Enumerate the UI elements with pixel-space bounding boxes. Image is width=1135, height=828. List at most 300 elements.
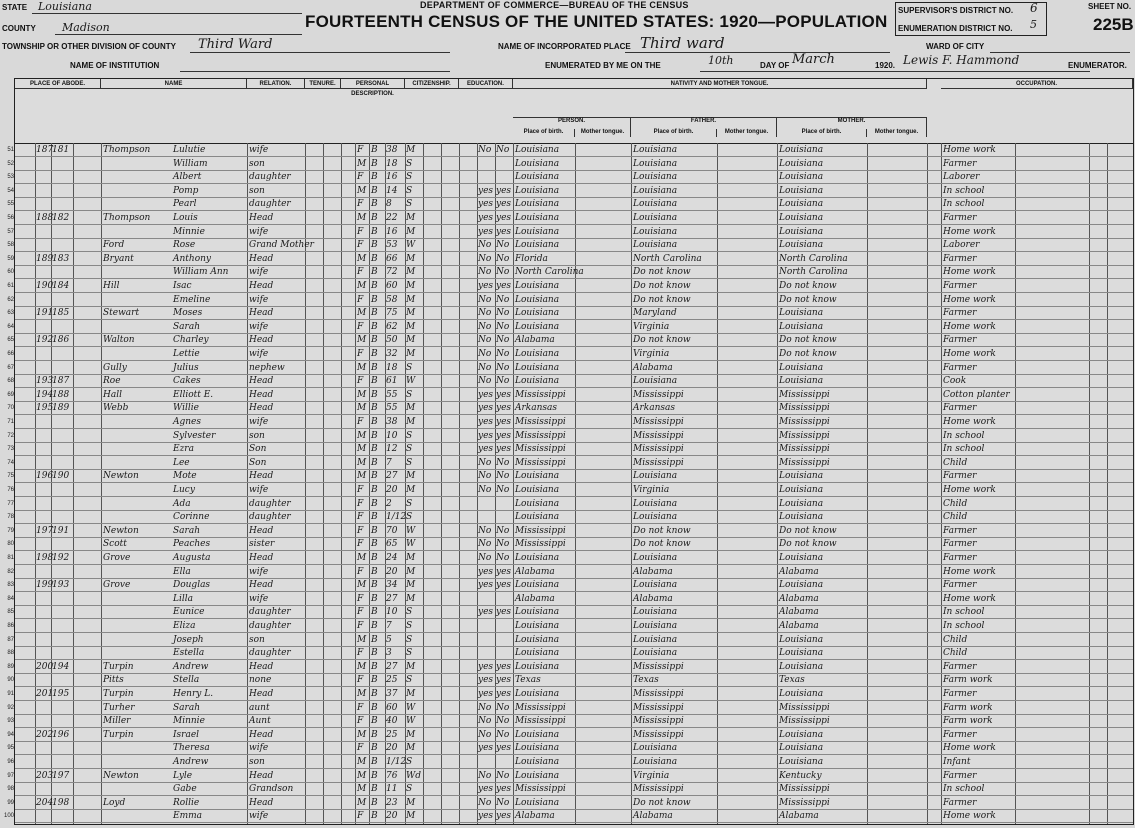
cell-given-name: Lucy: [173, 485, 195, 495]
cell-occupation: Farm work: [943, 716, 993, 727]
cell-marital-status: M: [406, 661, 416, 672]
cell-given-name: Julius: [173, 362, 199, 373]
line-number: 91: [7, 691, 14, 697]
cell-race: B: [371, 335, 378, 346]
cell-family-number: [52, 593, 72, 606]
cell-family-number: [52, 294, 72, 307]
line-number: 55: [7, 201, 14, 208]
cell-mother-birthplace: Louisiana: [779, 661, 824, 672]
cell-age: 70: [386, 525, 398, 536]
table-row: [7, 606, 1133, 619]
cell-marital-status: M: [406, 593, 416, 604]
cell-race: B: [371, 539, 378, 550]
cell-given-name: Corinne: [173, 512, 210, 523]
cell-can-read: No: [478, 253, 492, 264]
cell-occupation: Laborer: [943, 172, 980, 183]
cell-speaks-english: [929, 742, 940, 755]
line-number: 71: [7, 419, 14, 425]
cell-can-write: [496, 593, 512, 606]
cell-given-name: Sarah: [173, 702, 200, 713]
cell-father-birthplace: Arkansas: [633, 403, 676, 414]
cell-marital-status: S: [406, 498, 413, 509]
cell-dwelling-number: [36, 742, 51, 755]
cell-given-name: William: [173, 158, 208, 169]
table-row: [7, 674, 1133, 687]
cell-family-number: [52, 430, 72, 443]
institution-label: NAME OF INSTITUTION: [70, 61, 160, 70]
cell-marital-status: M: [406, 417, 416, 427]
cell-relation: nephew: [249, 362, 285, 373]
cell-family-number: 187: [52, 376, 70, 387]
cell-occupation: Child: [943, 634, 968, 645]
cell-birthplace: Alabama: [515, 811, 555, 822]
cell-given-name: Andrew: [173, 757, 209, 767]
cell-given-name: Minnie: [173, 226, 205, 237]
cell-relation: daughter: [249, 648, 291, 659]
cell-marital-status: S: [406, 199, 413, 210]
cell-occupation: Home work: [943, 349, 996, 359]
month-value: March: [792, 52, 835, 67]
cell-mother-birthplace: Alabama: [779, 566, 819, 577]
cell-father-birthplace: Louisiana: [633, 185, 678, 196]
cell-mother-birthplace: Louisiana: [779, 648, 824, 659]
cell-surname: Newton: [103, 770, 139, 781]
cell-relation: Head: [249, 797, 274, 808]
cell-marital-status: S: [406, 430, 413, 441]
cell-mother-birthplace: Louisiana: [779, 729, 824, 740]
cell-birthplace: Louisiana: [515, 770, 560, 781]
cell-surname: Ford: [103, 240, 125, 251]
cell-marital-status: M: [406, 553, 416, 563]
cell-birthplace: Louisiana: [515, 729, 560, 740]
cell-race: B: [371, 471, 378, 482]
cell-surname: Scott: [103, 539, 127, 550]
cell-surname: [103, 593, 173, 606]
cell-family-number: [52, 647, 72, 660]
cell-race: B: [371, 240, 378, 251]
cell-age: 2: [386, 498, 392, 509]
cell-speaks-english: [929, 443, 940, 456]
col-tenure: TENURE.: [305, 79, 341, 89]
cell-relation: Head: [249, 689, 274, 699]
cell-age: 20: [386, 566, 398, 577]
cell-occupation: Home work: [943, 811, 996, 822]
cell-speaks-english: [929, 158, 940, 171]
cell-speaks-english: [929, 321, 940, 334]
cell-relation: wife: [249, 417, 269, 427]
cell-speaks-english: [929, 266, 940, 279]
cell-relation: Son: [249, 444, 267, 455]
cell-sex: F: [357, 648, 364, 659]
cell-sex: F: [357, 199, 364, 210]
cell-race: B: [371, 634, 378, 645]
cell-race: B: [371, 566, 378, 577]
cell-age: 38: [386, 417, 398, 427]
cell-surname: [103, 620, 173, 633]
cell-given-name: Andrew: [173, 661, 209, 672]
cell-can-read: No: [478, 240, 492, 251]
cell-relation: daughter: [249, 498, 291, 509]
cell-occupation: Home work: [943, 321, 996, 332]
cell-occupation: Farmer: [943, 729, 977, 740]
cell-marital-status: M: [406, 811, 416, 822]
cell-family-number: [52, 566, 72, 579]
cell-dwelling-number: [36, 266, 51, 279]
cell-dwelling-number: [36, 171, 51, 184]
cell-family-number: [52, 198, 72, 211]
cell-can-read: No: [478, 321, 492, 332]
cell-family-number: 191: [52, 525, 70, 536]
enumerator-label: ENUMERATOR.: [1068, 61, 1127, 70]
cell-birthplace: Louisiana: [515, 158, 560, 169]
cell-marital-status: M: [406, 349, 416, 359]
cell-age: 10: [386, 430, 398, 441]
cell-dwelling-number: 192: [36, 335, 54, 346]
cell-dwelling-number: [36, 430, 51, 443]
cell-family-number: 196: [52, 729, 70, 740]
cell-can-read: No: [478, 702, 492, 713]
line-number: 62: [7, 296, 14, 303]
cell-mother-birthplace: Louisiana: [779, 743, 824, 754]
cell-given-name: Charley: [173, 335, 209, 346]
cell-speaks-english: [929, 239, 940, 252]
line-number: 89: [7, 663, 14, 670]
cell-occupation: Farmer: [943, 308, 977, 319]
cell-speaks-english: [929, 498, 940, 511]
cell-father-birthplace: Louisiana: [633, 634, 678, 645]
cell-race: B: [371, 389, 378, 400]
cell-family-number: [52, 348, 72, 361]
cell-relation: Head: [249, 471, 274, 482]
cell-can-read: No: [478, 770, 492, 781]
cell-family-number: [52, 606, 72, 619]
cell-can-read: No: [478, 797, 492, 808]
cell-occupation: Farmer: [943, 362, 977, 373]
cell-sex: M: [357, 553, 367, 563]
cell-family-number: 197: [52, 770, 70, 781]
cell-surname: [103, 158, 173, 171]
cell-birthplace: Louisiana: [515, 512, 560, 523]
cell-speaks-english: [929, 715, 940, 728]
cell-occupation: Child: [943, 457, 968, 468]
table-row: [7, 457, 1133, 470]
cell-can-write: No: [496, 457, 510, 468]
cell-birthplace: Louisiana: [515, 294, 560, 305]
cell-mother-birthplace: Mississippi: [779, 444, 830, 455]
cell-can-write: yes: [496, 226, 512, 237]
cell-dwelling-number: [36, 198, 51, 211]
cell-relation: Head: [249, 376, 274, 387]
year-label: 1920.: [875, 61, 896, 70]
cell-age: 55: [386, 403, 398, 414]
cell-relation: Head: [249, 553, 274, 563]
cell-speaks-english: [929, 647, 940, 660]
cell-mother-birthplace: Louisiana: [779, 757, 824, 767]
cell-father-birthplace: Do not know: [633, 294, 691, 305]
cell-family-number: [52, 226, 72, 239]
cell-mother-birthplace: Alabama: [779, 621, 819, 631]
cell-dwelling-number: [36, 715, 51, 728]
cell-age: 7: [386, 457, 392, 468]
cell-can-write: No: [496, 335, 510, 346]
cell-can-read: No: [478, 376, 492, 387]
cell-marital-status: M: [406, 797, 416, 808]
cell-relation: none: [249, 675, 272, 686]
cell-family-number: [52, 158, 72, 171]
cell-relation: wife: [249, 743, 269, 754]
cell-family-number: 186: [52, 335, 70, 346]
table-row: [7, 647, 1133, 660]
cell-father-birthplace: North Carolina: [633, 253, 702, 264]
cell-race: B: [371, 349, 378, 359]
cell-race: B: [371, 267, 378, 278]
cell-dwelling-number: [36, 239, 51, 252]
cell-mother-birthplace: Louisiana: [779, 471, 824, 482]
line-number: 69: [7, 391, 14, 398]
cell-father-birthplace: Mississippi: [633, 389, 684, 400]
cell-sex: F: [357, 172, 364, 183]
cell-speaks-english: [929, 185, 940, 198]
cell-age: 34: [386, 580, 398, 591]
col-nativity: NATIVITY AND MOTHER TONGUE.: [513, 79, 927, 89]
cell-mother-birthplace: Louisiana: [779, 634, 824, 645]
cell-given-name: Emeline: [173, 294, 211, 305]
line-number: 77: [7, 500, 14, 507]
line-number: 79: [7, 527, 14, 534]
line-number: 80: [7, 541, 14, 548]
cell-can-read: yes: [478, 580, 494, 591]
cell-father-birthplace: Do not know: [633, 797, 691, 808]
cell-surname: [103, 742, 173, 755]
cell-given-name: Joseph: [173, 634, 204, 645]
cell-mother-birthplace: Alabama: [779, 811, 819, 822]
cell-age: 22: [386, 213, 398, 223]
cell-marital-status: M: [406, 321, 416, 332]
incorporated-value: Third ward: [640, 34, 725, 52]
cell-relation: Grandson: [249, 784, 294, 795]
table-row: [7, 797, 1133, 810]
cell-birthplace: Louisiana: [515, 172, 560, 183]
cell-surname: Thompson: [103, 213, 151, 223]
cell-sex: F: [357, 376, 364, 387]
cell-can-write: yes: [496, 444, 512, 455]
cell-mother-birthplace: Kentucky: [779, 770, 822, 781]
cell-sex: M: [357, 634, 367, 645]
cell-relation: son: [249, 185, 265, 196]
cell-dwelling-number: 202: [36, 729, 54, 740]
cell-occupation: Farmer: [943, 770, 977, 781]
cell-can-write: [496, 756, 512, 769]
day-of-label: DAY OF: [760, 61, 790, 70]
line-number: 78: [7, 514, 14, 521]
col-father-tongue: Mother tongue.: [717, 129, 777, 137]
cell-occupation: In school: [943, 444, 985, 455]
cell-father-birthplace: Texas: [633, 675, 659, 686]
table-row: [7, 158, 1133, 171]
cell-given-name: Cakes: [173, 376, 201, 387]
cell-sex: F: [357, 498, 364, 509]
cell-occupation: In school: [943, 607, 985, 618]
cell-sex: F: [357, 675, 364, 686]
cell-family-number: 192: [52, 553, 70, 563]
cell-age: 25: [386, 675, 398, 686]
line-number: 84: [7, 595, 14, 602]
table-row: [7, 579, 1133, 592]
table-row: [7, 144, 1133, 157]
cell-marital-status: S: [406, 607, 413, 618]
cell-birthplace: Mississippi: [515, 457, 566, 468]
cell-speaks-english: [929, 402, 940, 415]
line-number: 54: [7, 187, 14, 194]
cell-family-number: [52, 702, 72, 715]
line-number: 81: [7, 555, 14, 561]
cell-mother-birthplace: Louisiana: [779, 321, 824, 332]
cell-age: 8: [386, 199, 392, 210]
line-number: 60: [7, 269, 14, 276]
col-mother: MOTHER.: [777, 117, 927, 129]
line-number: 70: [7, 405, 14, 412]
cell-dwelling-number: 204: [36, 797, 54, 808]
cell-given-name: Henry L.: [173, 689, 214, 699]
cell-surname: Bryant: [103, 253, 134, 264]
cell-marital-status: S: [406, 634, 413, 645]
table-row: [7, 783, 1133, 796]
cell-birthplace: North Carolina: [515, 267, 584, 278]
col-mother-birth: Place of birth.: [777, 129, 867, 137]
col-person-tongue: Mother tongue.: [575, 129, 631, 137]
cell-sex: M: [357, 770, 367, 781]
cell-mother-birthplace: Louisiana: [779, 172, 824, 183]
cell-surname: Thompson: [103, 145, 151, 155]
cell-surname: Hall: [103, 389, 122, 400]
cell-family-number: [52, 674, 72, 687]
cell-family-number: [52, 783, 72, 796]
cell-father-birthplace: Virginia: [633, 349, 670, 359]
col-mother-tongue: Mother tongue.: [867, 129, 927, 137]
cell-age: 27: [386, 471, 398, 482]
cell-father-birthplace: Louisiana: [633, 226, 678, 237]
cell-family-number: [52, 443, 72, 456]
cell-relation: Son: [249, 457, 267, 468]
cell-given-name: Emma: [173, 811, 203, 822]
cell-father-birthplace: Mississippi: [633, 457, 684, 468]
cell-sex: M: [357, 158, 367, 169]
cell-birthplace: Louisiana: [515, 199, 560, 210]
cell-occupation: Farmer: [943, 797, 977, 808]
cell-given-name: Eliza: [173, 621, 196, 631]
cell-marital-status: W: [406, 716, 416, 727]
cell-given-name: Gabe: [173, 784, 197, 795]
cell-surname: [103, 185, 173, 198]
cell-occupation: Farmer: [943, 158, 977, 169]
cell-can-read: yes: [478, 784, 494, 795]
table-row: [7, 348, 1133, 361]
cell-speaks-english: [929, 810, 940, 823]
cell-can-write: No: [496, 349, 510, 359]
cell-speaks-english: [929, 579, 940, 592]
cell-marital-status: S: [406, 621, 413, 631]
cell-mother-birthplace: Louisiana: [779, 362, 824, 373]
cell-can-write: yes: [496, 784, 512, 795]
cell-given-name: Isac: [173, 281, 192, 291]
table-row: [7, 498, 1133, 511]
cell-race: B: [371, 457, 378, 468]
cell-birthplace: Louisiana: [515, 553, 560, 563]
cell-birthplace: Louisiana: [515, 689, 560, 699]
cell-speaks-english: [929, 253, 940, 266]
cell-sex: F: [357, 811, 364, 822]
cell-dwelling-number: [36, 538, 51, 551]
cell-sex: F: [357, 539, 364, 550]
cell-father-birthplace: Alabama: [633, 362, 673, 373]
cell-given-name: Elliott E.: [173, 389, 214, 400]
cell-birthplace: Louisiana: [515, 240, 560, 251]
cell-given-name: Sarah: [173, 321, 200, 332]
cell-family-number: 189: [52, 403, 70, 414]
cell-birthplace: Mississippi: [515, 716, 566, 727]
cell-can-write: No: [496, 702, 510, 713]
cell-family-number: [52, 538, 72, 551]
line-number: 75: [7, 473, 14, 480]
cell-father-birthplace: Louisiana: [633, 621, 678, 631]
cell-mother-birthplace: Mississippi: [779, 403, 830, 414]
page-title: FOURTEENTH CENSUS OF THE UNITED STATES: 1920—POPULATION: [305, 12, 888, 31]
cell-relation: sister: [249, 539, 275, 550]
line-number: 67: [7, 364, 14, 371]
cell-race: B: [371, 797, 378, 808]
cell-dwelling-number: [36, 416, 51, 429]
cell-dwelling-number: 190: [36, 281, 54, 291]
cell-sex: M: [357, 253, 367, 264]
cell-mother-birthplace: Louisiana: [779, 213, 824, 223]
cell-speaks-english: [929, 661, 940, 674]
cell-father-birthplace: Virginia: [633, 485, 670, 495]
township-value: Third Ward: [198, 37, 273, 52]
cell-race: B: [371, 621, 378, 631]
cell-family-number: [52, 321, 72, 334]
cell-family-number: [52, 457, 72, 470]
line-number: 100: [3, 813, 14, 820]
cell-can-write: [496, 620, 512, 633]
cell-speaks-english: [929, 457, 940, 470]
cell-speaks-english: [929, 702, 940, 715]
cell-mother-birthplace: Mississippi: [779, 702, 830, 713]
cell-relation: wife: [249, 267, 269, 278]
col-name: NAME: [101, 79, 247, 89]
cell-dwelling-number: [36, 511, 51, 524]
line-number: 52: [7, 160, 14, 167]
cell-dwelling-number: [36, 810, 51, 823]
cell-can-write: [496, 158, 512, 171]
cell-relation: Aunt: [249, 716, 271, 727]
cell-sex: F: [357, 349, 364, 359]
cell-occupation: Farmer: [943, 335, 977, 346]
line-number: 99: [7, 799, 14, 806]
cell-occupation: Child: [943, 512, 968, 523]
cell-surname: Miller: [103, 716, 131, 727]
cell-family-number: [52, 362, 72, 375]
cell-surname: [103, 810, 173, 823]
cell-relation: Head: [249, 335, 274, 346]
cell-sex: F: [357, 294, 364, 305]
cell-family-number: 195: [52, 689, 70, 699]
col-person: PERSON.: [513, 117, 631, 129]
cell-birthplace: Mississippi: [515, 539, 566, 550]
table-row: [7, 702, 1133, 715]
cell-speaks-english: [929, 362, 940, 375]
cell-age: 32: [386, 349, 398, 359]
cell-speaks-english: [929, 348, 940, 361]
